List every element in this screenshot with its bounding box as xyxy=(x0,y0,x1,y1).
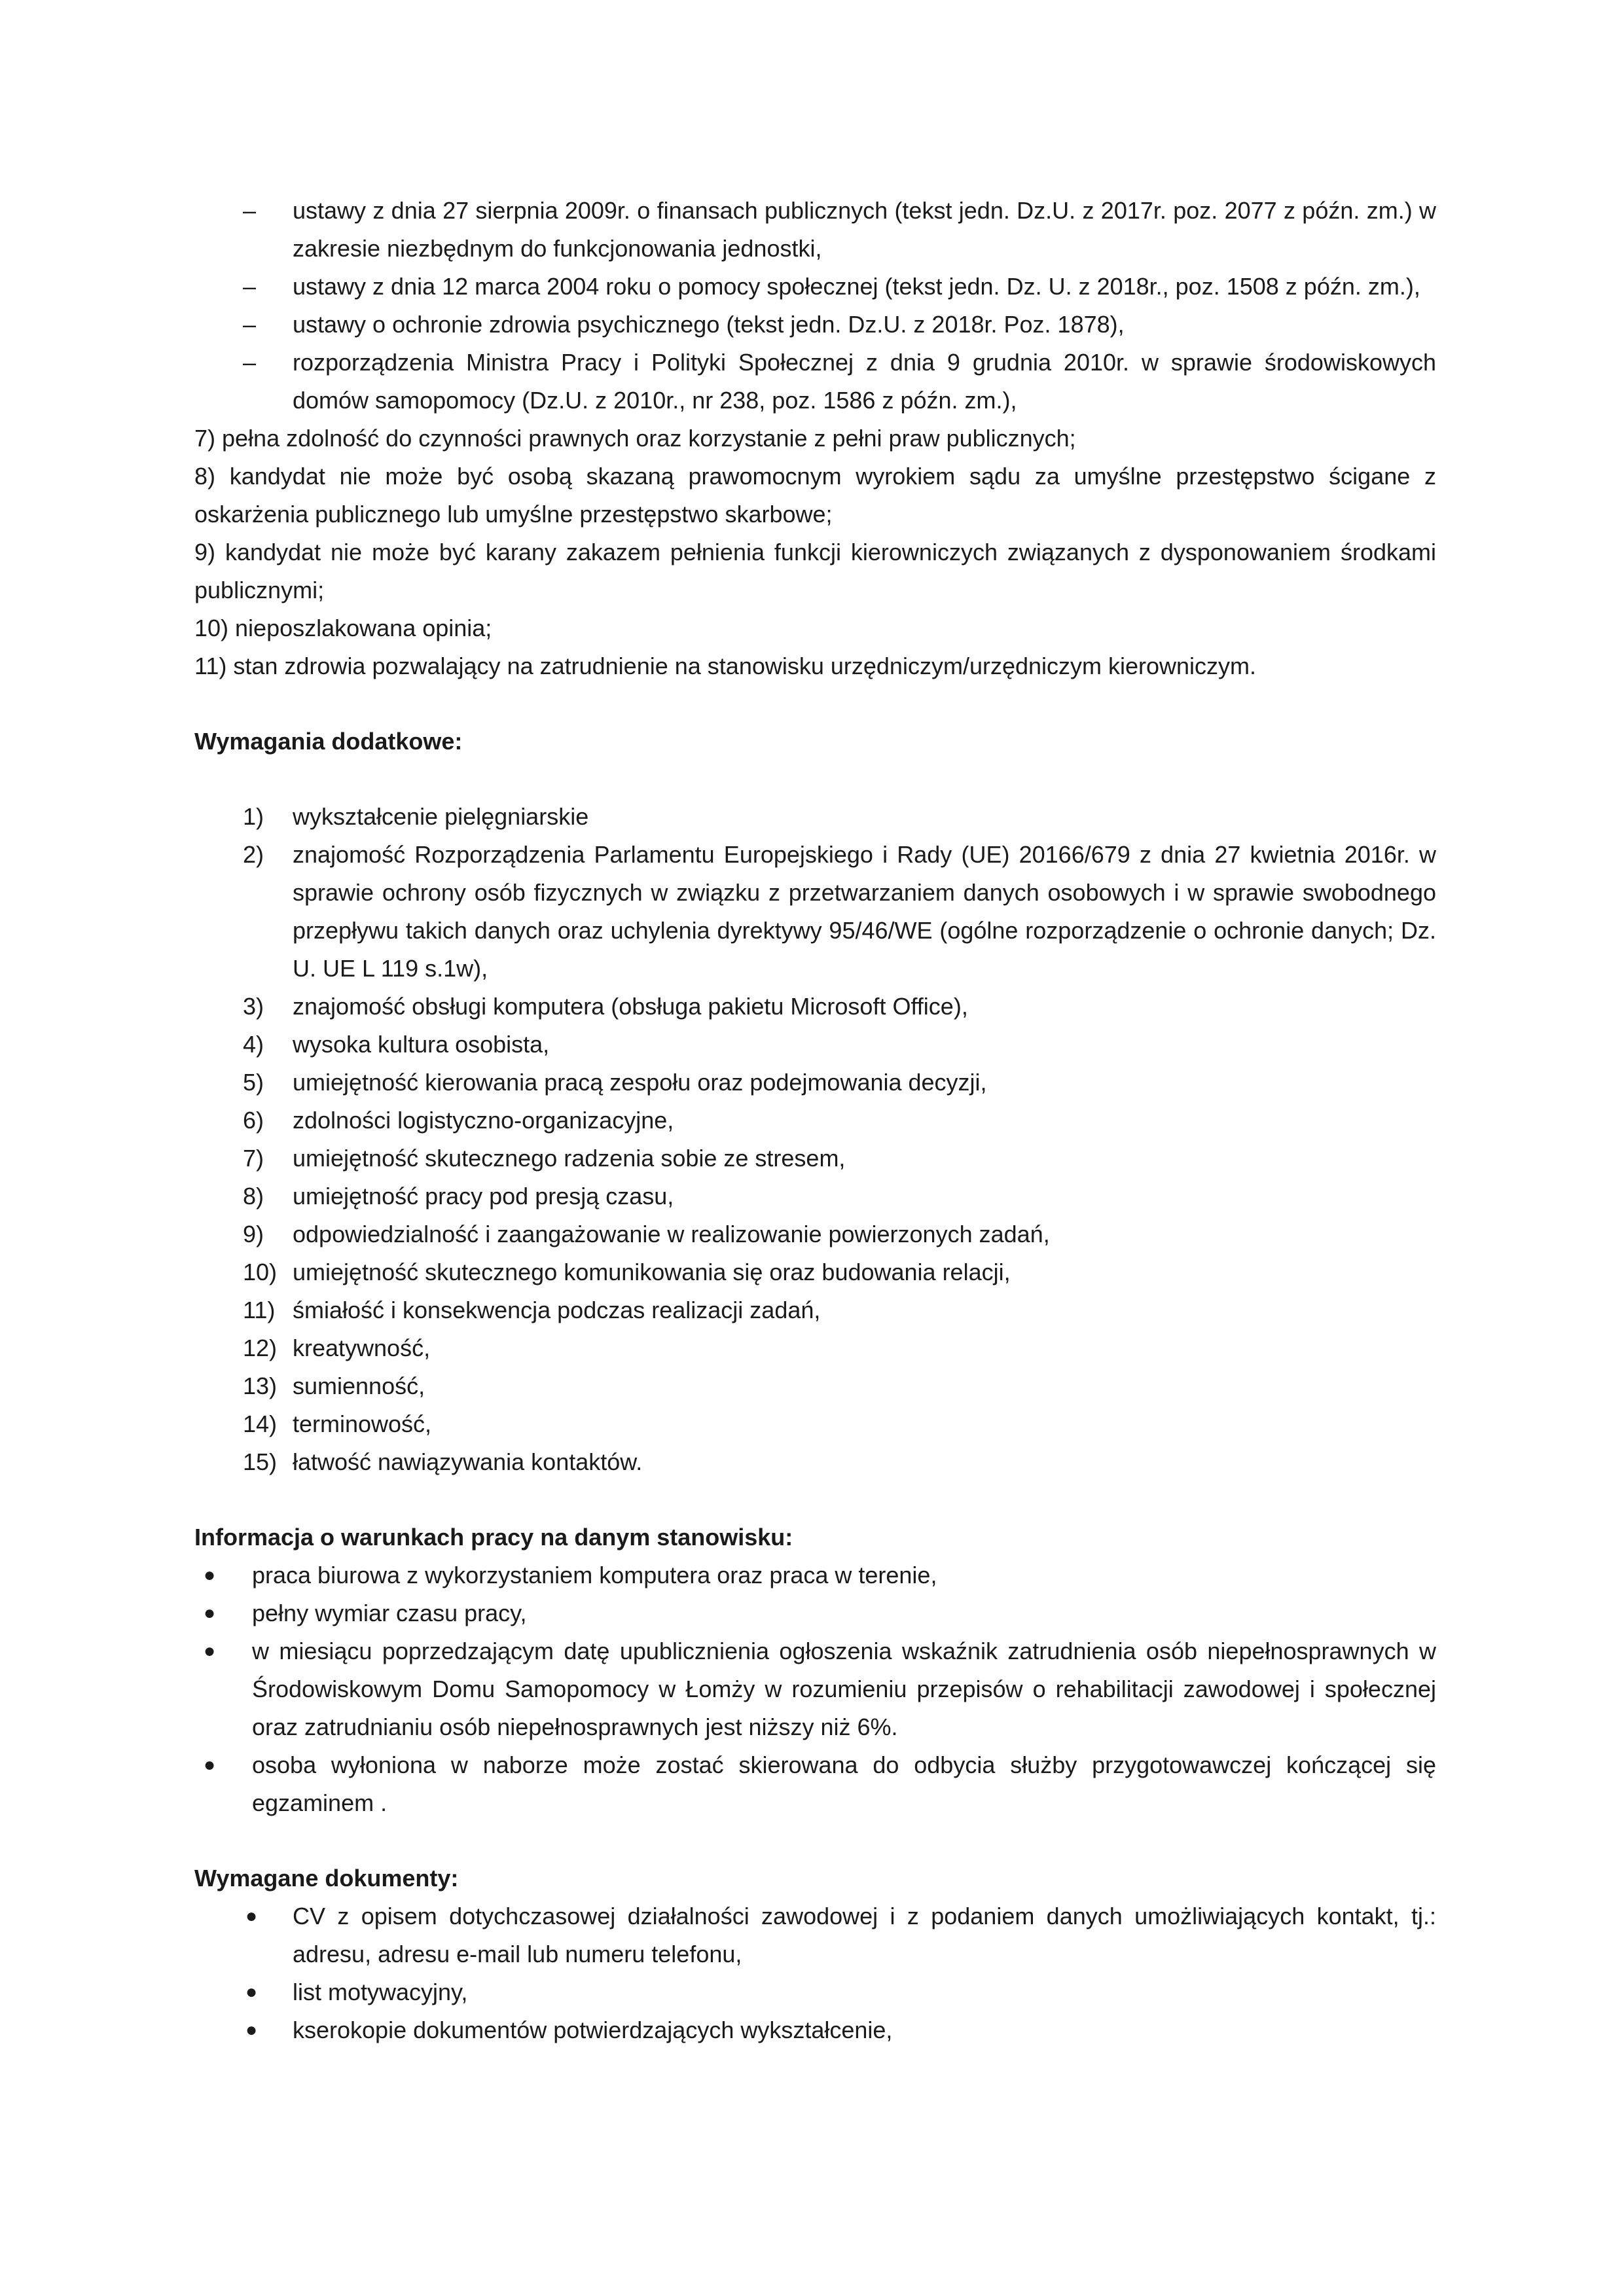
item-number: 13) xyxy=(243,1372,278,1399)
list-item-text: znajomość Rozporządzenia Parlamentu Europejskiego i Rady (UE) 20166/679 z dnia 27 kwietnia 2016r. w sprawie ochrony osób fizycznych w związku z przetwarzaniem danych osobowych i w sprawie swobodnego przepływu takich danych oraz uchylenia dyrektywy 95/46/WE (ogólne rozporządzenie o ochronie danych; Dz. U. UE L 119 s.1w), xyxy=(293,841,1436,982)
additional-requirements-heading: Wymagania dodatkowe: xyxy=(194,728,463,755)
list-item xyxy=(194,836,1436,988)
list-item xyxy=(194,344,1436,420)
item-number: 2) xyxy=(243,841,264,868)
bullet-icon: ● xyxy=(204,1564,216,1586)
list-item xyxy=(194,1556,1436,1594)
required-documents-list xyxy=(194,1897,1436,2049)
bullet-icon: ● xyxy=(204,1754,216,1776)
item-number: 10) xyxy=(243,1259,278,1285)
list-item xyxy=(194,306,1436,344)
requirements-paragraphs xyxy=(194,420,1436,685)
list-item xyxy=(194,1102,1436,1139)
requirement-paragraph: 10) nieposzlakowana opinia; xyxy=(194,615,492,641)
list-item-text: rozporządzenia Ministra Pracy i Polityki Społecznej z dnia 9 grudnia 2010r. w sprawie środowiskowych domów samopomocy (Dz.U. z 2010r., nr 238, poz. 1586 z późn. zm.), xyxy=(293,349,1436,414)
list-item-text: sumienność, xyxy=(293,1372,425,1399)
list-item xyxy=(194,1253,1436,1291)
item-number: 8) xyxy=(243,1183,264,1210)
item-number: 14) xyxy=(243,1410,278,1437)
list-item-text: kserokopie dokumentów potwierdzających wykształcenie, xyxy=(293,2017,893,2043)
document-body xyxy=(194,192,1436,2049)
list-item-text: pełny wymiar czasu pracy, xyxy=(252,1600,527,1626)
work-conditions-list xyxy=(194,1556,1436,1822)
laws-list xyxy=(194,192,1436,420)
list-item xyxy=(194,1367,1436,1405)
item-number: 9) xyxy=(243,1221,264,1247)
list-item xyxy=(194,798,1436,836)
requirement-paragraph: 9) kandydat nie może być karany zakazem pełnienia funkcji kierowniczych związanych z dysponowaniem środkami publicznymi; xyxy=(194,539,1436,603)
bullet-icon: ● xyxy=(204,1640,216,1662)
item-number: 15) xyxy=(243,1448,278,1475)
list-item xyxy=(194,2011,1436,2049)
list-item xyxy=(194,1177,1436,1215)
dash-marker: – xyxy=(243,197,257,224)
bullet-icon: ● xyxy=(245,1905,258,1927)
list-item xyxy=(194,1291,1436,1329)
item-number: 6) xyxy=(243,1107,264,1134)
list-item xyxy=(194,1897,1436,1973)
bullet-icon: ● xyxy=(245,2019,258,2041)
list-item xyxy=(194,1405,1436,1443)
list-item-text: osoba wyłoniona w naborze może zostać skierowana do odbycia służby przygotowawczej kończącej się egzaminem . xyxy=(252,1751,1436,1816)
list-item-text: umiejętność kierowania pracą zespołu oraz podejmowania decyzji, xyxy=(293,1069,987,1096)
bullet-icon: ● xyxy=(204,1602,216,1624)
list-item-text: znajomość obsługi komputera (obsługa pakietu Microsoft Office), xyxy=(293,993,968,1020)
dash-marker: – xyxy=(243,349,257,376)
item-number: 3) xyxy=(243,993,264,1020)
requirement-paragraph: 7) pełna zdolność do czynności prawnych oraz korzystanie z pełni praw publicznych; xyxy=(194,425,1076,452)
list-item xyxy=(194,1329,1436,1367)
list-item-text: terminowość, xyxy=(293,1410,432,1437)
list-item-text: praca biurowa z wykorzystaniem komputera oraz praca w terenie, xyxy=(252,1562,937,1588)
list-item xyxy=(194,988,1436,1026)
list-item xyxy=(194,1139,1436,1177)
list-item xyxy=(194,1746,1436,1822)
dash-marker: – xyxy=(243,273,257,300)
list-item-text: ustawy z dnia 12 marca 2004 roku o pomocy społecznej (tekst jedn. Dz. U. z 2018r., poz. 1508 z późn. zm.), xyxy=(293,273,1420,300)
list-item xyxy=(194,1026,1436,1064)
work-conditions-heading: Informacja o warunkach pracy na danym stanowisku: xyxy=(194,1524,793,1551)
list-item-text: umiejętność skutecznego radzenia sobie ze stresem, xyxy=(293,1145,846,1172)
list-item-text: ustawy o ochronie zdrowia psychicznego (tekst jedn. Dz.U. z 2018r. Poz. 1878), xyxy=(293,311,1125,338)
list-item xyxy=(194,192,1436,268)
list-item-text: zdolności logistyczno-organizacyjne, xyxy=(293,1107,674,1134)
list-item-text: w miesiącu poprzedzającym datę upublicznienia ogłoszenia wskaźnik zatrudnienia osób niepełnosprawnych w Środowiskowym Domu Samopomocy w Łomży w rozumieniu przepisów o rehabilitacji zawodowej i społecznej oraz zatrudnianiu osób niepełnosprawnych jest niższy niż 6%. xyxy=(252,1638,1436,1740)
list-item xyxy=(194,1973,1436,2011)
list-item xyxy=(194,268,1436,306)
list-item-text: odpowiedzialność i zaangażowanie w realizowanie powierzonych zadań, xyxy=(293,1221,1050,1247)
item-number: 7) xyxy=(243,1145,264,1172)
list-item xyxy=(194,1443,1436,1481)
list-item-text: śmiałość i konsekwencja podczas realizacji zadań, xyxy=(293,1297,821,1323)
list-item-text: ustawy z dnia 27 sierpnia 2009r. o finansach publicznych (tekst jedn. Dz.U. z 2017r. poz. 2077 z późn. zm.) w zakresie niezbędnym do funkcjonowania jednostki, xyxy=(293,197,1436,262)
list-item-text: umiejętność skutecznego komunikowania się oraz budowania relacji, xyxy=(293,1259,1011,1285)
list-item xyxy=(194,1632,1436,1746)
additional-requirements-list xyxy=(194,798,1436,1481)
list-item-text: umiejętność pracy pod presją czasu, xyxy=(293,1183,674,1210)
item-number: 5) xyxy=(243,1069,264,1096)
requirement-paragraph: 8) kandydat nie może być osobą skazaną prawomocnym wyrokiem sądu za umyślne przestępstwo ścigane z oskarżenia publicznego lub umyślne przestępstwo skarbowe; xyxy=(194,463,1436,528)
item-number: 12) xyxy=(243,1335,278,1361)
dash-marker: – xyxy=(243,311,257,338)
list-item xyxy=(194,1594,1436,1632)
list-item-text: list motywacyjny, xyxy=(293,1979,468,2005)
item-number: 4) xyxy=(243,1031,264,1058)
item-number: 1) xyxy=(243,803,264,830)
list-item-text: wykształcenie pielęgniarskie xyxy=(293,803,589,830)
list-item xyxy=(194,1064,1436,1102)
bullet-icon: ● xyxy=(245,1981,258,2003)
list-item xyxy=(194,1215,1436,1253)
list-item-text: kreatywność, xyxy=(293,1335,431,1361)
list-item-text: CV z opisem dotychczasowej działalności zawodowej i z podaniem danych umożliwiających kontakt, tj.: adresu, adresu e-mail lub numeru telefonu, xyxy=(293,1903,1436,1967)
required-documents-heading: Wymagane dokumenty: xyxy=(194,1865,459,1892)
item-number: 11) xyxy=(243,1297,276,1323)
requirement-paragraph: 11) stan zdrowia pozwalający na zatrudnienie na stanowisku urzędniczym/urzędniczym kierowniczym. xyxy=(194,653,1257,679)
list-item-text: wysoka kultura osobista, xyxy=(293,1031,550,1058)
list-item-text: łatwość nawiązywania kontaktów. xyxy=(293,1448,643,1475)
